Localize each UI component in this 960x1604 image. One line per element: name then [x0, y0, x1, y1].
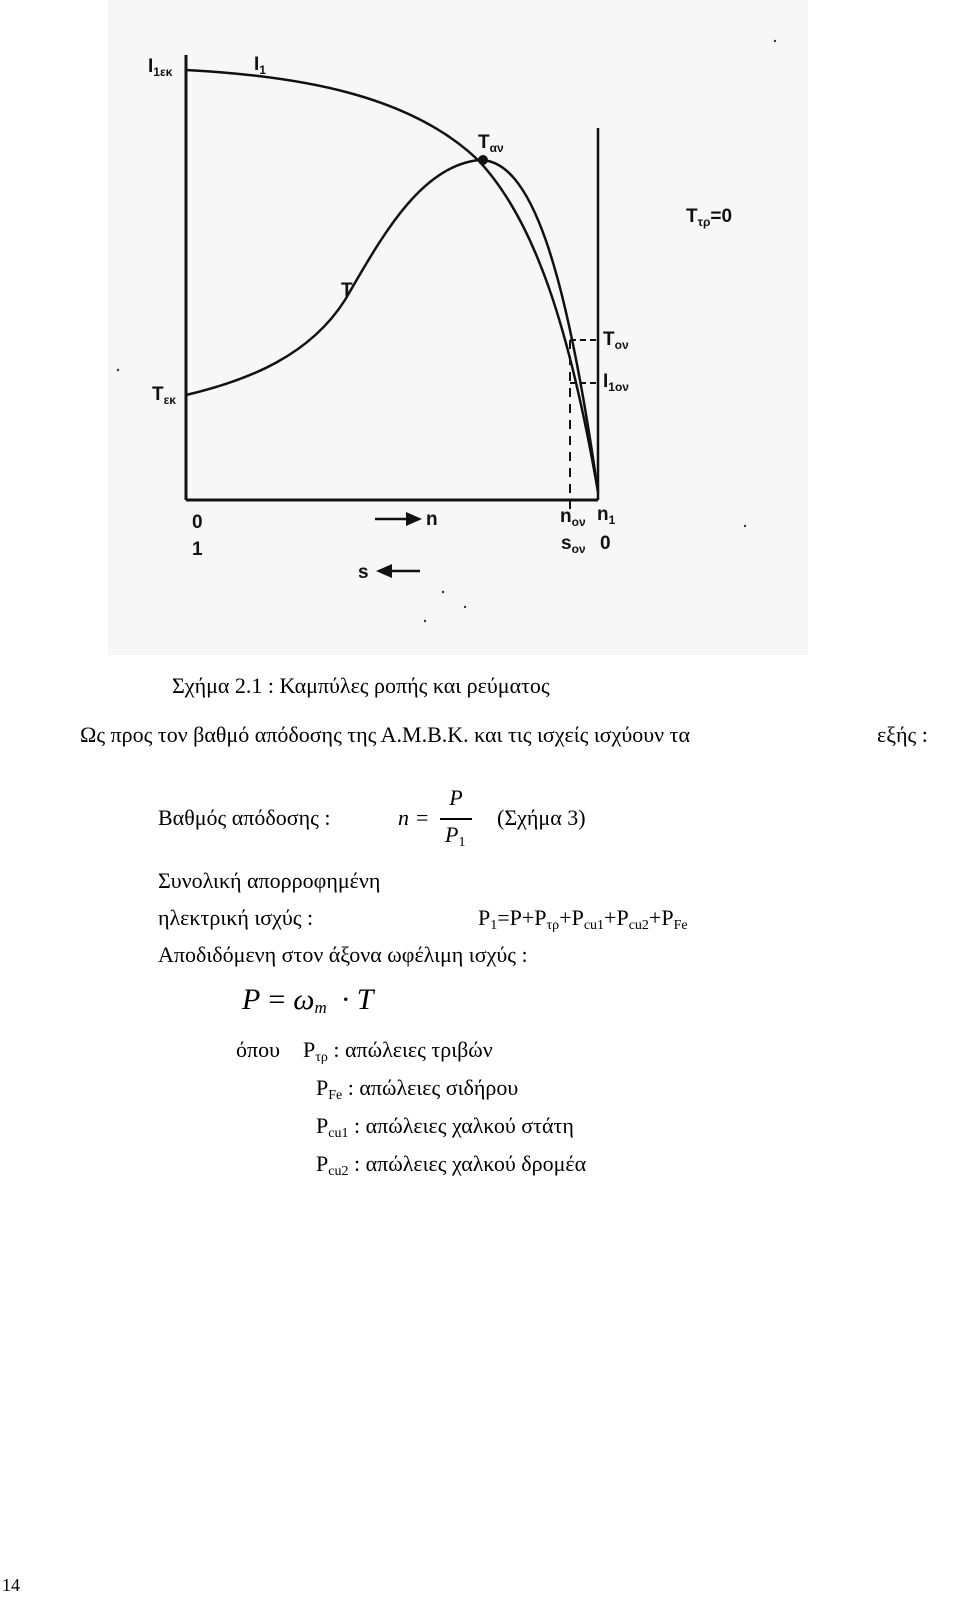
total-power-formula: $P_1=P+P_{\tau\rho}+P_{cu1}+P_{cu2}+P_{Fe}$ — [478, 905, 688, 933]
n-arrow-head — [406, 512, 422, 526]
loss-item-rotor-copper: $P_{cu2}$ : απώλειες χαλκού δρομέα — [316, 1151, 587, 1179]
scan-speck — [464, 606, 466, 608]
fraction-numerator: P — [449, 785, 463, 810]
label-tek: $T_{\varepsilon\kappa}$ — [152, 384, 176, 407]
equation-reference: (Σχήμα 3) — [497, 805, 586, 830]
label-n: n — [426, 509, 438, 530]
torque-current-figure — [0, 0, 960, 660]
max-torque-point — [478, 155, 488, 165]
loss-item-stator-copper: $P_{cu1}$ : απώλειες χαλκού στάτη — [316, 1113, 574, 1141]
label-i1ex: $I_{1\varepsilon\kappa}$ — [148, 56, 173, 79]
label-n1: $n_1$ — [597, 504, 616, 527]
loss-item-friction: $P_{\tau\rho}$ : απώλειες τριβών — [303, 1037, 493, 1065]
scan-speck — [744, 525, 746, 527]
label-non: $n_{o\nu}$ — [560, 506, 586, 529]
scan-speck — [424, 620, 426, 622]
fraction-denominator: $P_1$ — [445, 822, 466, 850]
label-tmax: $T_{\alpha\nu}$ — [478, 132, 504, 155]
scan-speck — [117, 369, 119, 371]
scan-speck — [442, 591, 444, 593]
output-power-label: Αποδιδόμενη στον άξονα ωφέλιμη ισχύς : — [158, 942, 528, 967]
label-s-one: 1 — [192, 539, 203, 560]
where-label: όπου — [236, 1037, 280, 1062]
fraction-bar — [440, 818, 472, 820]
intro-text: Ως προς τον βαθμό απόδοσης της Α.Μ.Β.Κ. και τις ισχείς ισχύουν τα — [80, 722, 690, 747]
label-t: T — [341, 280, 353, 301]
s-arrow-head — [376, 564, 392, 578]
label-i1: $I_1$ — [254, 54, 266, 77]
efficiency-label: Βαθμός απόδοσης : — [158, 805, 331, 830]
figure-caption: Σχήμα 2.1 : Καμπύλες ροπής και ρεύματος — [172, 673, 550, 698]
total-power-label-line1: Συνολική απορροφημένη — [158, 868, 381, 893]
scan-speck — [774, 40, 776, 42]
label-s-zero: 0 — [600, 533, 611, 554]
equation-equals: = — [416, 805, 429, 830]
label-son: $s_{o\nu}$ — [561, 533, 586, 556]
output-power-formula: $P = \omega_m \cdot T$ — [242, 983, 374, 1017]
intro-text-end: εξής : — [877, 722, 928, 747]
label-s: s — [358, 562, 369, 583]
total-power-label-line2: ηλεκτρική ισχύς : — [158, 905, 314, 930]
current-curve — [186, 70, 598, 492]
label-ton: $T_{o\nu}$ — [603, 329, 629, 352]
equation-n: n — [398, 805, 409, 830]
loss-item-iron: $P_{Fe}$ : απώλειες σιδήρου — [316, 1075, 519, 1103]
label-ttr-zero: $T_{\tau\rho}=0$ — [686, 206, 733, 229]
label-i1on: $I_{1o\nu}$ — [603, 371, 629, 394]
torque-curve — [186, 160, 598, 492]
label-n-zero: 0 — [192, 512, 203, 533]
page-number: 14 — [2, 1575, 20, 1595]
